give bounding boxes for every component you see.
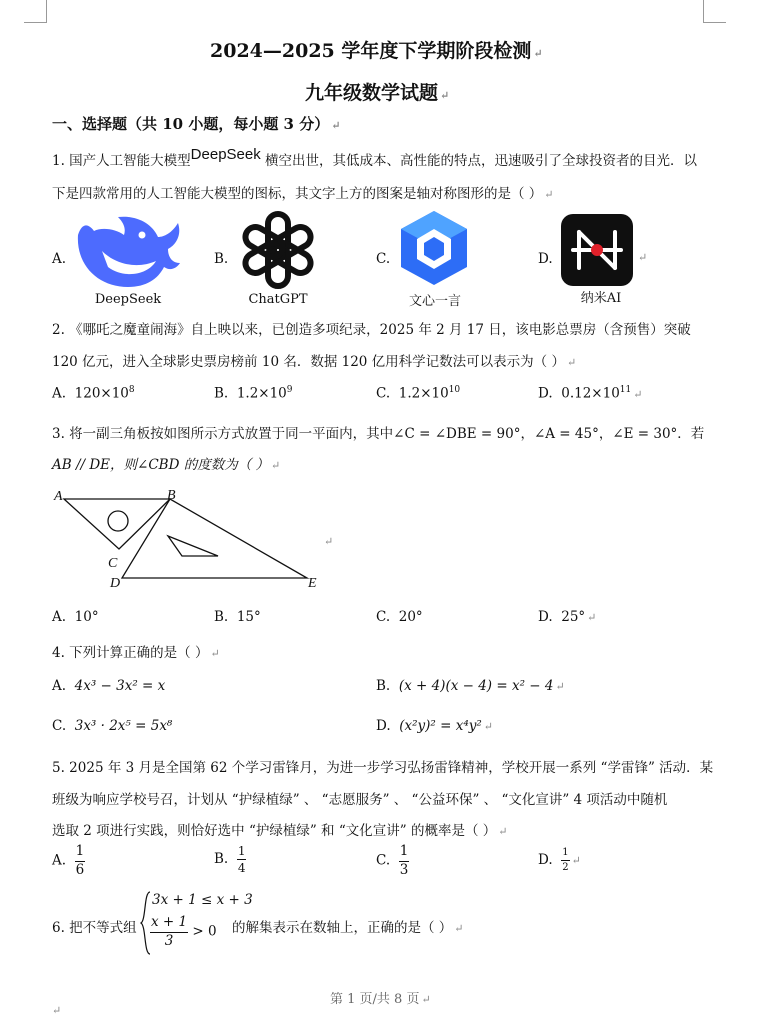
- q3-option-b: B. 15°: [214, 609, 261, 625]
- section-heading: 一、选择题（共 10 小题，每小题 3 分） ↵: [52, 115, 341, 133]
- q5-line1: 5. 2025 年 3 月是全国第 62 个学习雷锋月，为进一步学习弘扬雷锋精神，学校开展一系列 “学雷锋” 活动．某: [52, 760, 714, 776]
- chatgpt-logo-icon: [235, 207, 321, 293]
- q3-line2: AB // DE，则∠CBD 的度数为（ ） ↵: [52, 457, 281, 473]
- q6-suffix: 的解集表示在数轴上，正确的是（ ） ↵: [232, 920, 464, 936]
- q3-triangle-figure: [50, 484, 330, 594]
- q3-line1: 3. 将一副三角板按如图所示方式放置于同一平面内，其中∠C = ∠DBE = 90°，∠A = 45°，∠E = 30°．若: [52, 426, 705, 442]
- q1-option-d-label: D.: [538, 251, 553, 267]
- q1-option-a-label: A.: [52, 251, 67, 267]
- q3-option-d: D. 25° ↵: [538, 609, 597, 625]
- q5-line2: 班级为响应学校号召，计划从 “护绿植绿” 、 “志愿服务” 、 “公益环保” 、 “文化宣讲” 4 项活动中随机: [52, 792, 668, 808]
- q2-option-d: D. $0.12\times 10^{11}$ ↵: [538, 385, 643, 402]
- q2-line1: 2. 《哪吒之魔童闹海》自上映以来，已创造多项纪录，2025 年 2 月 17 日，该电影总票房（含预售）突破: [52, 322, 691, 338]
- q2-option-c: C. $1.2\times 10^{10}$: [376, 385, 461, 402]
- q2-option-a: A. $120\times 10^8$: [52, 385, 135, 402]
- q6-inequality-1: 3x + 1 ≤ x + 3: [152, 892, 253, 908]
- q1-option-b-label: B.: [214, 251, 229, 267]
- corner-mark-right: [703, 0, 726, 23]
- return-mark: ↵: [52, 1004, 62, 1017]
- point-label-a: A: [54, 489, 63, 504]
- q5-option-d: D. $\frac{1}{2}$ ↵: [538, 847, 581, 873]
- fraction: $\frac{1}{2}$: [562, 847, 569, 873]
- q4-option-a: A. 4x³ − 3x² = x: [52, 678, 166, 694]
- q6-inequality-2: $\frac{x + 1}{3}$ > 0: [151, 914, 217, 949]
- q4-option-b: B. (x + 4)(x − 4) = x² − 4 ↵: [376, 678, 565, 694]
- wenxin-logo-icon: [397, 209, 471, 287]
- q5-option-b: B. $\frac{1}{4}$: [214, 844, 246, 875]
- q1-option-c-label: C.: [376, 251, 391, 267]
- q1-caption-chatgpt: ChatGPT: [248, 292, 308, 307]
- q2-line2: 120 亿元，进入全球影史票房榜前 10 名．数据 120 亿用科学记数法可以表示为（ ） ↵: [52, 354, 577, 370]
- q6-prefix: 6. 把不等式组: [52, 920, 137, 936]
- q1-caption-deepseek: DeepSeek: [94, 292, 162, 307]
- q1-caption-wenxin: 文心一言: [408, 294, 461, 309]
- nami-ai-logo-icon: [561, 214, 633, 286]
- q3-option-a: A. 10°: [52, 609, 99, 625]
- page-footer: 第 1 页/共 8 页 ↵: [330, 992, 431, 1007]
- q5-line3: 选取 2 项进行实践，则恰好选中 “护绿植绿” 和 “文化宣讲” 的概率是（ ） ↵: [52, 823, 508, 839]
- q4-stem: 4. 下列计算正确的是（ ） ↵: [52, 645, 220, 661]
- q1-line1: 1. 国产人工智能大模型DeepSeek 横空出世，其低成本、高性能的特点，迅速吸引了全球投资者的目光．以: [52, 146, 698, 169]
- fraction: $\frac{1}{6}$: [75, 843, 85, 878]
- deepseek-logo-icon: [72, 205, 184, 291]
- q5-option-a: A. $\frac{1}{6}$: [52, 843, 85, 878]
- q3-option-c: C. 20°: [376, 609, 423, 625]
- q2-option-b: B. $1.2\times 10^9$: [214, 385, 293, 402]
- return-mark: ↵: [638, 251, 648, 264]
- fraction: $\frac{1}{4}$: [237, 844, 246, 875]
- q5-option-c: C. $\frac{1}{3}$: [376, 843, 409, 878]
- fraction: $\frac{1}{3}$: [399, 843, 409, 878]
- doc-subtitle: 九年级数学试题 ↵: [305, 82, 450, 104]
- point-label-b: B: [167, 488, 176, 503]
- q1-caption-nami: 纳米AI: [580, 291, 622, 306]
- q4-option-c: C. 3x³ · 2x⁵ = 5x⁸: [52, 718, 173, 734]
- point-label-c: C: [108, 556, 118, 571]
- point-label-d: D: [110, 576, 121, 591]
- doc-title: 2024—2025 学年度下学期阶段检测 ↵: [210, 40, 543, 62]
- point-label-e: E: [308, 576, 317, 591]
- corner-mark-left: [24, 0, 47, 23]
- q4-option-d: D. (x²y)² = x⁴y² ↵: [376, 718, 494, 734]
- q1-line2: 下是四款常用的人工智能大模型的图标，其文字上方的图案是轴对称图形的是（ ） ↵: [52, 186, 554, 202]
- return-mark: ↵: [324, 535, 334, 548]
- q1-brand: DeepSeek: [190, 146, 261, 163]
